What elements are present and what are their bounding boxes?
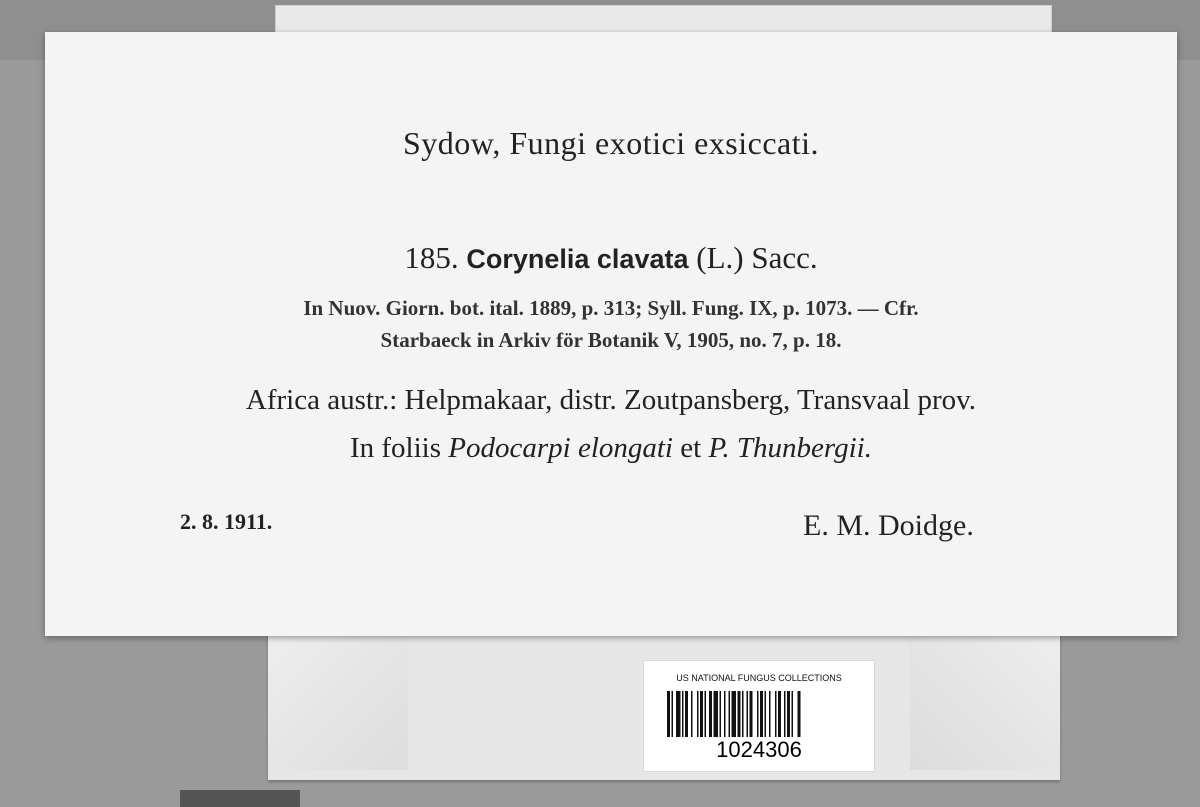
host-name-2: P. Thunbergii.: [708, 432, 872, 464]
host-name-1: Podocarpi elongati: [448, 432, 673, 464]
host-conjunction: et: [680, 432, 702, 464]
barcode-number: 1024306: [716, 737, 802, 762]
host-prefix: In foliis: [349, 432, 442, 464]
specimen-label: [45, 32, 1177, 636]
locality-line: Africa austr.: Helpmakaar, distr. Zoutpansberg, Transvaal prov.: [245, 384, 977, 416]
barcode-institution: US NATIONAL FUNGUS COLLECTIONS: [676, 673, 842, 683]
dark-edge: [180, 790, 300, 807]
reference-line-2: Starbaeck in Arkiv för Botanik V, 1905, no. 7, p. 18.: [380, 328, 842, 352]
specimen-number: 185.: [404, 240, 459, 275]
barcode-label: [643, 660, 875, 772]
collector-name: E. M. Doidge.: [803, 509, 974, 542]
barcode-bars: [667, 691, 851, 737]
species-heading: [45, 240, 1177, 276]
species-authority: (L.) Sacc.: [696, 240, 818, 275]
reference-line-1: In Nuov. Giorn. bot. ital. 1889, p. 313; Syll. Fung. IX, p. 1073. — Cfr.: [303, 296, 919, 320]
series-title: Sydow, Fungi exotici exsiccati.: [402, 125, 820, 161]
host-line: [45, 432, 1177, 465]
species-name: Corynelia clavata: [466, 244, 689, 274]
collection-date: 2. 8. 1911.: [180, 509, 273, 534]
